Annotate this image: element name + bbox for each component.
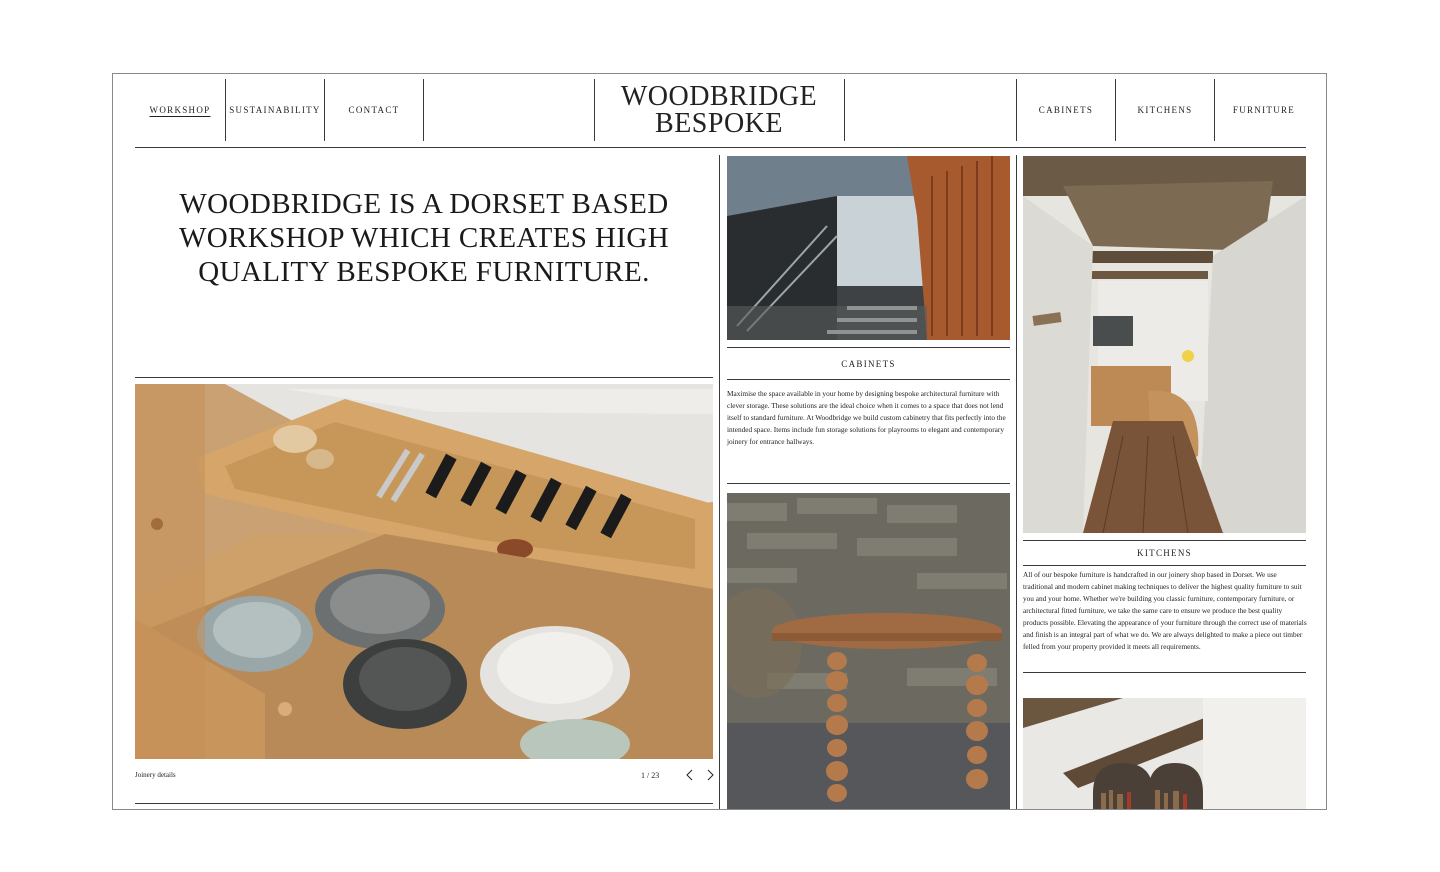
- section-divider: [1023, 672, 1306, 673]
- photo-caption: Joinery details: [135, 771, 176, 779]
- bookshelf-room-photo[interactable]: [1023, 698, 1306, 810]
- section-divider: [135, 803, 713, 804]
- nav-kitchens[interactable]: KITCHENS: [1137, 105, 1193, 115]
- site-logo[interactable]: [595, 79, 843, 141]
- furniture-table-photo[interactable]: [727, 493, 1010, 810]
- section-divider: [1023, 540, 1306, 541]
- column-divider: [1016, 155, 1017, 810]
- chevron-left-icon[interactable]: [684, 768, 696, 782]
- section-divider: [727, 379, 1010, 380]
- section-divider: [1023, 565, 1306, 566]
- staircase-illustration: [727, 156, 1010, 340]
- nav-workshop[interactable]: WORKSHOP: [149, 105, 211, 115]
- slide-counter: 1 / 23: [641, 771, 660, 780]
- nav-cabinets[interactable]: CABINETS: [1038, 105, 1094, 115]
- nav-furniture[interactable]: FURNITURE: [1232, 105, 1296, 115]
- cabinets-title: CABINETS: [841, 359, 896, 369]
- nav-divider: [423, 79, 424, 141]
- site-frame: [112, 73, 1327, 810]
- header-divider: [135, 147, 1306, 148]
- joinery-drawer-photo[interactable]: [135, 384, 713, 759]
- hallway-illustration: [1023, 156, 1306, 533]
- kitchens-title: KITCHENS: [1137, 548, 1192, 558]
- section-divider: [727, 483, 1010, 484]
- kitchens-description: All of our bespoke furniture is handcrafted in our joinery shop based in Dorset. We use traditional and modern cabinet making techniques to deliver the highest quality furniture to suit you and your home. Whether we're building you classic furniture, contemporary furniture, or architectural fitted furniture, we take the same care to ensure we produce the best quality products possible. Elevating the appearance of your furniture through the correct use of materials and finish is an integral part of what we do. We are always delighted to make a piece out timber felled from your property provided it meets all requirements.: [1023, 570, 1307, 651]
- nav-contact[interactable]: CONTACT: [348, 105, 400, 115]
- cabinets-description: Maximise the space available in your home by designing bespoke architectural furniture with clever storage. These solutions are the ideal choice when it comes to a space that does not lend itself to standard furniture. At Woodbridge we build custom cabinetry that fits perfectly into the intended space. Items include fun storage solutions for playrooms to elegant and contemporary joinery for entrance hallways.: [727, 389, 1006, 446]
- table-illustration: [727, 493, 1010, 810]
- hero-headline: WOODBRIDGE IS A DORSET BASED WORKSHOP WHICH CREATES HIGH QUALITY BESPOKE FURNITURE.: [178, 188, 670, 288]
- section-divider: [727, 347, 1010, 348]
- cabinets-staircase-photo[interactable]: [727, 156, 1010, 340]
- logo-line-1: WOODBRIDGE: [620, 81, 818, 112]
- column-divider: [719, 155, 720, 810]
- nav-sustainability[interactable]: SUSTAINABILITY: [229, 105, 321, 115]
- drawer-illustration: [135, 384, 713, 759]
- nav-divider: [844, 79, 845, 141]
- bookshelf-illustration: [1023, 698, 1306, 810]
- section-divider: [135, 377, 713, 378]
- chevron-right-icon[interactable]: [704, 768, 716, 782]
- kitchens-hallway-photo[interactable]: [1023, 156, 1306, 533]
- logo-line-2: BESPOKE: [655, 108, 783, 139]
